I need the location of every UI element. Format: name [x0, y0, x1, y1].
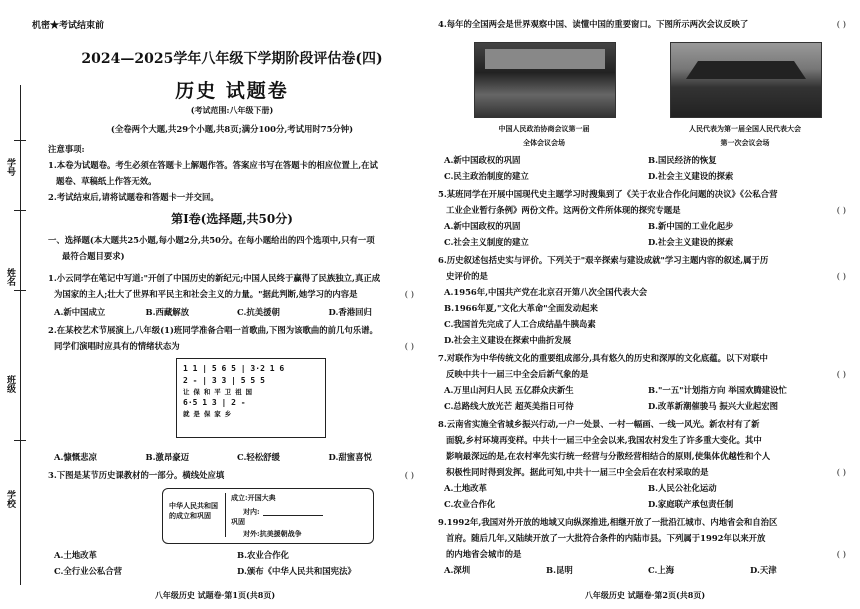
option-d: D.天津 — [750, 565, 777, 575]
diagram-brace — [225, 493, 226, 537]
school-label: 学校 — [5, 490, 15, 508]
question-4 — [438, 16, 852, 32]
question-2-options — [54, 449, 420, 465]
binding-tick — [14, 140, 26, 141]
option-c: C.抗美援朝 — [237, 307, 280, 317]
question-5: 5.某班同学在开展中国现代史主题学习时搜集到了《关于农业合作化问题的决议》《公私合营 — [438, 189, 778, 199]
option-d: D.社会主义建设的探索 — [648, 237, 734, 247]
right-page — [430, 0, 860, 609]
option-c: C.社会主义制度的建立 — [444, 237, 529, 247]
img2-caption-1: 人民代表为第一届全国人民代表大会 — [689, 124, 801, 133]
question-6-text: 史评价的是 — [446, 271, 488, 281]
option-b: B."一五"计划指方向 举国欢腾建设忙 — [648, 385, 787, 395]
binding-tick — [14, 440, 26, 441]
answer-paren: ( ) — [836, 271, 846, 281]
diagram-r3: 巩固 — [231, 517, 245, 526]
answer-paren: ( ) — [836, 467, 846, 477]
diagram-blank — [263, 515, 323, 516]
question-7-text: 反映中共十一届三中全会后新气象的是 — [446, 369, 589, 379]
exam-range: (考试范围:八年级下册) — [190, 105, 274, 115]
score-lyrics-3: 就 是 保 家 乡 — [183, 410, 232, 418]
answer-paren: ( ) — [836, 19, 846, 29]
exam-title: 2024—2025学年八年级下学期阶段评估卷(四) — [81, 51, 383, 67]
answer-paren: ( ) — [404, 289, 414, 299]
question-2-cont — [54, 338, 420, 354]
question-5-text: 工业企业暂行条例》两份文件。这两份文件所体现的探究专题是 — [446, 205, 681, 215]
diagram-r4: 对外:抗美援朝战争 — [243, 529, 302, 538]
img2-caption — [660, 122, 830, 150]
option-a: A.新中国政权的巩固 — [444, 221, 521, 231]
option-a: A.新中国政权的巩固 — [444, 155, 521, 165]
question-6-option-b: B.1966年夏,"文化大革命"全面发动起来 — [444, 303, 598, 313]
question-9-text: 的内地省会城市的是 — [446, 549, 522, 559]
option-a: A.万里山河归人民 五亿群众庆新生 — [444, 385, 574, 395]
option-c: C.全行业公私合营 — [54, 566, 123, 576]
answer-paren: ( ) — [836, 549, 846, 559]
photo-roof — [686, 61, 806, 79]
note-2: 2.考试结束后,请将试题卷和答题卡一并交回。 — [48, 192, 219, 202]
option-d: D.甜蜜喜悦 — [328, 452, 372, 462]
question-8-line4 — [446, 464, 852, 480]
question-9-options — [444, 562, 852, 578]
question-5-options — [444, 218, 852, 250]
subject-title: 历史 试题卷 — [175, 80, 289, 102]
question-1-cont — [54, 286, 420, 302]
question-5-cont — [446, 202, 852, 218]
score-row-3: 6·5 1 3 | 2 - — [183, 398, 246, 407]
npc-photo — [670, 42, 822, 118]
option-c: C.民主政治制度的建立 — [444, 171, 529, 181]
question-8-line3: 影响最深远的是,在农村率先实行统一经营与分散经营相结合的原则,使集体优越性和个人 — [446, 451, 771, 461]
question-8-text: 积极性同时得到发挥。据此可知,中共十一届三中全会后在农村采取的是 — [446, 467, 709, 477]
music-score — [176, 358, 326, 438]
option-a: A.慷慨悲凉 — [54, 452, 97, 462]
option-a: A.土地改革 — [444, 483, 487, 493]
section1-instructions-cont: 最符合题目要求) — [62, 251, 125, 261]
question-8-line2: 面貌,乡村环境再变样。中共十一届三中全会以来,我国农村发生了许多重大变化。其中 — [446, 435, 762, 445]
question-3-options — [54, 547, 420, 579]
section1-instructions: 一、选择题(本大题共25小题,每小题2分,共50分。在每小题给出的四个选项中,只有一项 — [48, 235, 375, 245]
question-6: 6.历史叙述包括史实与评价。下列关于"艰辛探索与建设成就"学习主题内容的叙述,属于历 — [438, 255, 769, 265]
answer-paren: ( ) — [836, 205, 846, 215]
question-4-options — [444, 152, 852, 184]
right-footer: 八年级历史 试题卷·第2页(共8页) — [584, 590, 706, 600]
option-c: C.总路线大放光芒 超英美指日可待 — [444, 401, 574, 411]
left-footer: 八年级历史 试题卷·第1页(共8页) — [154, 590, 276, 600]
note-1: 1.本卷为试题卷。考生必须在答题卡上解题作答。答案应书写在答题卡的相应位置上,在试 — [48, 160, 378, 170]
exam-meta: (全卷两个大题,共29个小题,共8页;满分100分,考试用时75分钟) — [110, 124, 354, 134]
question-6-option-a: A.1956年,中国共产党在北京召开第八次全国代表大会 — [444, 287, 648, 297]
question-3 — [48, 467, 420, 483]
img1-caption — [464, 122, 624, 150]
img2-caption-2: 第一次会议会场 — [720, 138, 770, 147]
option-a: A.土地改革 — [54, 550, 97, 560]
diagram-r1: 成立:开国大典 — [231, 493, 276, 502]
score-row-2: 2 - | 3 3 | 5 5 5 — [183, 376, 265, 385]
textbook-diagram — [162, 488, 374, 544]
option-d: D.社会主义建设的探索 — [648, 171, 734, 181]
question-1-text: 为国家的主人;壮大了世界和平民主和社会主义的力量。"据此判断,她学习的内容是 — [54, 289, 358, 299]
question-7: 7.对联作为中华传统文化的重要组成部分,具有悠久的历史和深厚的文化底蕴。以下对联中 — [438, 353, 768, 363]
question-6-cont — [446, 268, 852, 284]
secret-label: 机密★考试结束前 — [32, 21, 105, 31]
question-7-cont — [446, 366, 852, 382]
option-b: B.农业合作化 — [237, 550, 289, 560]
question-1: 1.小云同学在笔记中写道:"开创了中国历史的新纪元;中国人民终于赢得了民族独立,真正成 — [48, 273, 381, 283]
option-b: B.人民公社化运动 — [648, 483, 717, 493]
option-d: D.改革新潮催骏马 振兴大业起宏图 — [648, 401, 779, 411]
binding-strip — [0, 0, 40, 609]
binding-tick — [14, 210, 26, 211]
binding-line — [20, 85, 21, 585]
part1-title: 第Ⅰ卷(选择题,共50分) — [171, 212, 293, 226]
question-2: 2.在某校艺术节展演上,八年级(1)班同学准备合唱一首歌曲,下图为该歌曲的前几句乐谱。 — [48, 325, 378, 335]
answer-paren: ( ) — [836, 369, 846, 379]
option-d: D.颁布《中华人民共和国宪法》 — [237, 566, 356, 576]
score-row-1: 1 1 | 5 6 5 | 3·2 1 6 — [183, 364, 285, 373]
question-4-text: 4.每年的全国两会是世界观察中国、读懂中国的重要窗口。下图所示两次会议反映了 — [438, 19, 749, 29]
option-d: D.家庭联产承包责任制 — [648, 499, 734, 509]
answer-paren: ( ) — [404, 341, 414, 351]
img1-caption-2: 全体会议会场 — [523, 138, 565, 147]
option-c: C.农业合作化 — [444, 499, 496, 509]
cppcc-photo — [474, 42, 616, 118]
question-9: 9.1992年,我国对外开放的地域又向纵深推进,相继开放了一批沿江城市、内地省会和自治区 — [438, 517, 778, 527]
option-c: C.上海 — [648, 565, 675, 575]
diagram-r2: 对内: — [243, 507, 260, 516]
img1-caption-1: 中国人民政治协商会议第一届 — [498, 124, 590, 133]
option-b: B.国民经济的恢复 — [648, 155, 717, 165]
question-8: 8.云南省实施全省城乡振兴行动,一户一处景、一村一幅画、一线一风光。新农村有了新 — [438, 419, 760, 429]
question-9-line2: 首府。随后几年,又陆续开放了一大批符合条件的内陆市县。下列属于1992年以来开放 — [446, 533, 766, 543]
option-b: B.激昂豪迈 — [145, 452, 189, 462]
student-id-label: 学号 — [5, 158, 15, 176]
question-7-options — [444, 382, 852, 414]
class-label: 班级 — [5, 375, 15, 393]
option-b: B.西藏解放 — [145, 307, 189, 317]
note-1-cont: 题卷、草稿纸上作答无效。 — [56, 176, 157, 186]
diagram-left: 中华人民共和国的成立和巩固 — [169, 501, 218, 520]
question-1-options — [54, 304, 420, 320]
question-6-option-c: C.我国首先完成了人工合成结晶牛胰岛素 — [444, 319, 596, 329]
question-9-line3 — [446, 546, 852, 562]
binding-tick — [14, 290, 26, 291]
option-a: A.新中国成立 — [54, 307, 106, 317]
question-6-option-d: D.社会主义建设在探索中曲折发展 — [444, 335, 572, 345]
option-c: C.轻松舒缓 — [237, 452, 280, 462]
option-b: B.新中国的工业化起步 — [648, 221, 734, 231]
photo-banner — [485, 49, 605, 69]
option-b: B.昆明 — [546, 565, 573, 575]
option-d: D.香港回归 — [328, 307, 372, 317]
score-lyrics-2: 让 保 和 平 卫 祖 国 — [183, 388, 252, 396]
question-2-text: 同学们演唱时应具有的情绪状态为 — [54, 341, 180, 351]
name-label: 姓名 — [5, 268, 15, 286]
question-8-options — [444, 480, 852, 512]
answer-paren: ( ) — [404, 470, 414, 480]
question-3-text: 3.下图是某节历史课教材的一部分。横线处应填 — [48, 470, 225, 480]
option-a: A.深圳 — [444, 565, 471, 575]
notes-title: 注意事项: — [48, 144, 85, 154]
